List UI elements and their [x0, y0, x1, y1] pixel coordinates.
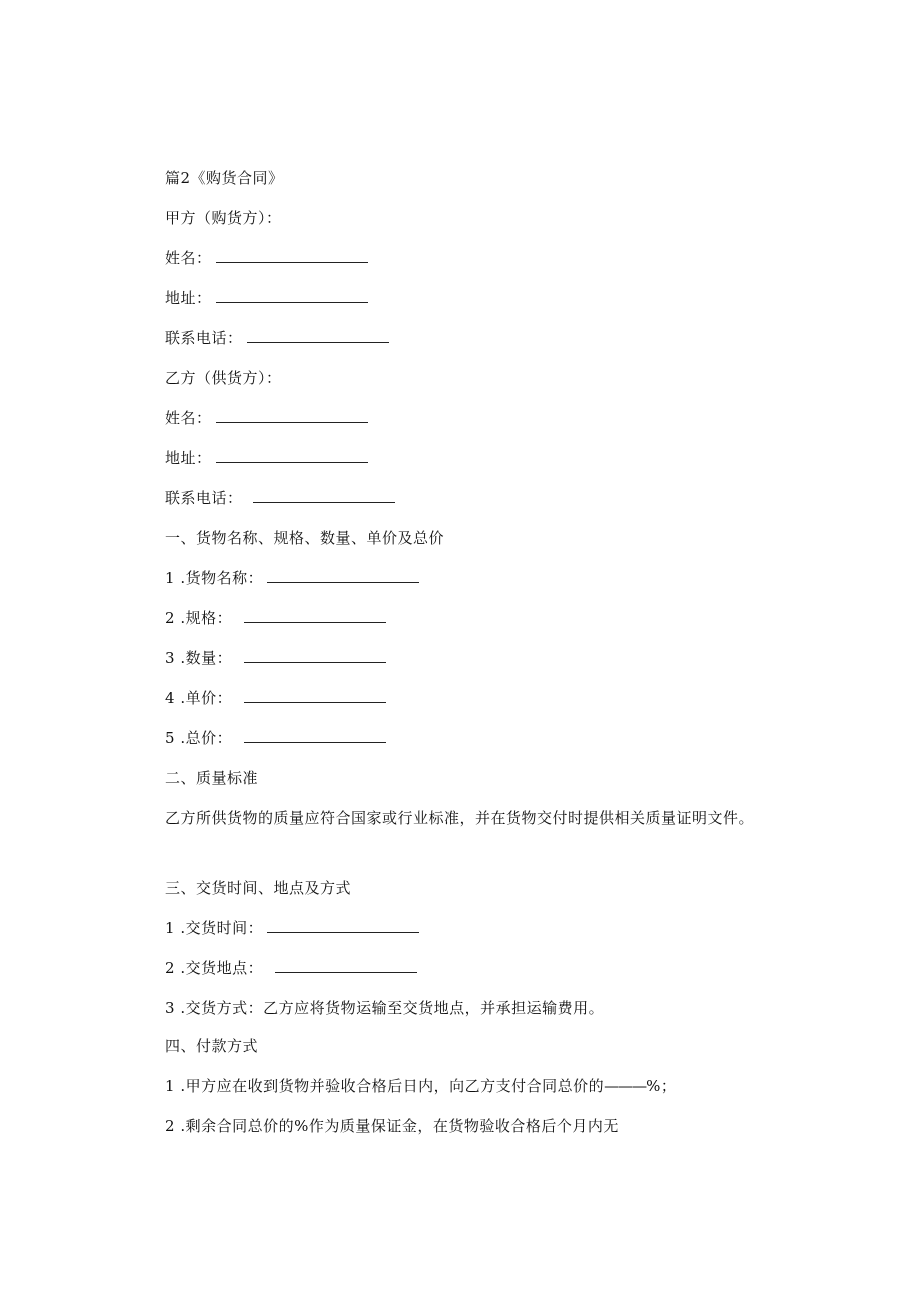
party-a-address-label: 地址： [165, 289, 212, 307]
party-a-phone-blank[interactable] [247, 328, 389, 343]
item-number: 5 [165, 729, 176, 747]
party-b-address-label: 地址： [165, 449, 212, 467]
party-a-phone-line [165, 328, 389, 348]
item-number: 1 [165, 1077, 176, 1095]
party-a-name-blank[interactable] [216, 248, 368, 263]
total-price-blank[interactable] [244, 728, 386, 743]
section4-item-1 [165, 1076, 676, 1096]
section2-heading: 二、质量标准 [165, 769, 259, 787]
item-number: 2 [165, 1117, 176, 1135]
section3-heading: 三、交货时间、地点及方式 [165, 879, 352, 897]
section4-item-2 [165, 1116, 619, 1136]
party-a-heading: 甲方（购货方）： [165, 209, 282, 227]
item-number: 3 [165, 649, 176, 667]
item-label: .数量： [180, 649, 233, 667]
party-a-name-label: 姓名： [165, 249, 212, 267]
party-a-address-line [165, 288, 368, 308]
item-label: .总价： [180, 729, 233, 747]
section3-item-2 [165, 958, 417, 978]
percent-suffix: %； [646, 1077, 677, 1095]
party-a-phone-label: 联系电话： [165, 329, 243, 347]
item-label: .交货方式：乙方应将货物运输至交货地点，并承担运输费用。 [180, 999, 605, 1017]
item-number: 3 [165, 999, 176, 1017]
party-b-address-blank[interactable] [216, 448, 368, 463]
section4-heading: 四、付款方式 [165, 1037, 259, 1055]
item-label: .规格： [180, 609, 233, 627]
party-b-address-line [165, 448, 368, 468]
item-number: 2 [165, 609, 176, 627]
item-label: .单价： [180, 689, 233, 707]
spec-blank[interactable] [244, 608, 386, 623]
party-a-name-line [165, 248, 368, 268]
party-b-heading: 乙方（供货方）： [165, 369, 282, 387]
section1-item-2 [165, 608, 386, 628]
delivery-place-blank[interactable] [275, 958, 417, 973]
item-number: 1 [165, 919, 176, 937]
party-b-phone-line [165, 488, 395, 508]
goods-name-blank[interactable] [267, 568, 419, 583]
item-label: .交货地点： [180, 959, 264, 977]
delivery-time-blank[interactable] [267, 918, 419, 933]
section3-item-1 [165, 918, 419, 938]
quantity-blank[interactable] [244, 648, 386, 663]
party-a-address-blank[interactable] [216, 288, 368, 303]
item-label: .货物名称： [180, 569, 264, 587]
document-title: 篇2《购货合同》 [165, 169, 284, 187]
section1-item-4 [165, 688, 386, 708]
section3-item-3 [165, 998, 604, 1018]
section1-item-1 [165, 568, 419, 588]
section1-item-5 [165, 728, 386, 748]
section1-heading: 一、货物名称、规格、数量、单价及总价 [165, 529, 445, 547]
party-b-name-label: 姓名： [165, 409, 212, 427]
item-label: .剩余合同总价的%作为质量保证金，在货物验收合格后个月内无 [180, 1117, 619, 1135]
section1-item-3 [165, 648, 386, 668]
party-b-name-line [165, 408, 368, 428]
party-b-phone-blank[interactable] [253, 488, 395, 503]
party-b-name-blank[interactable] [216, 408, 368, 423]
percent-blank-dash[interactable]: ——— [604, 1077, 647, 1095]
item-number: 4 [165, 689, 176, 707]
party-b-phone-label: 联系电话： [165, 489, 243, 507]
unit-price-blank[interactable] [244, 688, 386, 703]
section2-body: 乙方所供货物的质量应符合国家或行业标准，并在货物交付时提供相关质量证明文件。 [165, 809, 755, 827]
item-number: 2 [165, 959, 176, 977]
item-number: 1 [165, 569, 176, 587]
item-label: .甲方应在收到货物并验收合格后日内，向乙方支付合同总价的 [180, 1077, 605, 1095]
item-label: .交货时间： [180, 919, 264, 937]
